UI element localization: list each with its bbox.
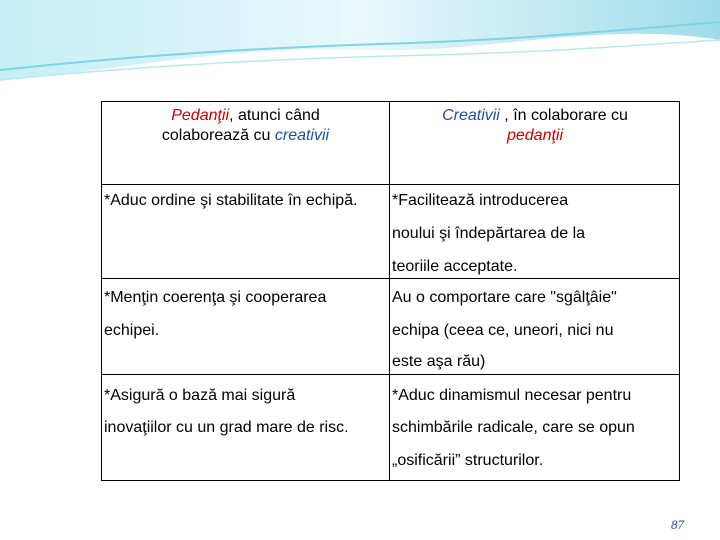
row2-right-line2: echipa (ceea ce, uneori, nici nu (392, 322, 614, 339)
row-divider (102, 374, 679, 375)
column-divider (389, 102, 390, 480)
row2-right-line1: Au o comportare care "sgâlţâie" (392, 289, 617, 306)
row1-right-line3: teoriile acceptate. (392, 258, 518, 275)
row-divider (102, 184, 679, 185)
row1-right-line2: noului şi îndepărtarea de la (392, 225, 586, 242)
page-number: 87 (671, 517, 684, 532)
header-right-part3: pedanţii (506, 127, 564, 144)
row2-left-line2: echipei. (104, 322, 160, 339)
row3-right-line1: *Aduc dinamismul necesar pentru (392, 387, 632, 404)
row-divider (102, 278, 679, 279)
row2-left-line1: *Menţin coerenţa şi cooperarea (104, 289, 327, 306)
decorative-wave-band (0, 0, 720, 90)
header-left-part4: creativii (274, 127, 330, 144)
row3-right-line3: „osificării” structurilor. (392, 452, 544, 469)
row3-left-line2: inovaţiilor cu un grad mare de risc. (104, 419, 349, 436)
row1-left-line1: *Aduc ordine şi stabilitate în echipă. (104, 192, 358, 209)
row2-right-line3: este aşa rău) (392, 353, 486, 370)
header-left-part3: colaborează cu (161, 127, 275, 144)
header-right (390, 106, 680, 146)
row1-right-line1: *Facilitează introducerea (392, 192, 569, 209)
header-right-part2: , în colaborare cu (499, 107, 628, 124)
comparison-table (101, 101, 680, 481)
header-left-part1: Pedanţii (171, 107, 230, 124)
row3-right-line2: schimbările radicale, care se opun (392, 419, 635, 436)
header-left-part2: , atunci când (229, 107, 320, 124)
header-left (102, 106, 389, 146)
header-right-part1: Creativii (442, 107, 500, 124)
row3-left-line1: *Asigură o bază mai sigură (104, 387, 296, 404)
